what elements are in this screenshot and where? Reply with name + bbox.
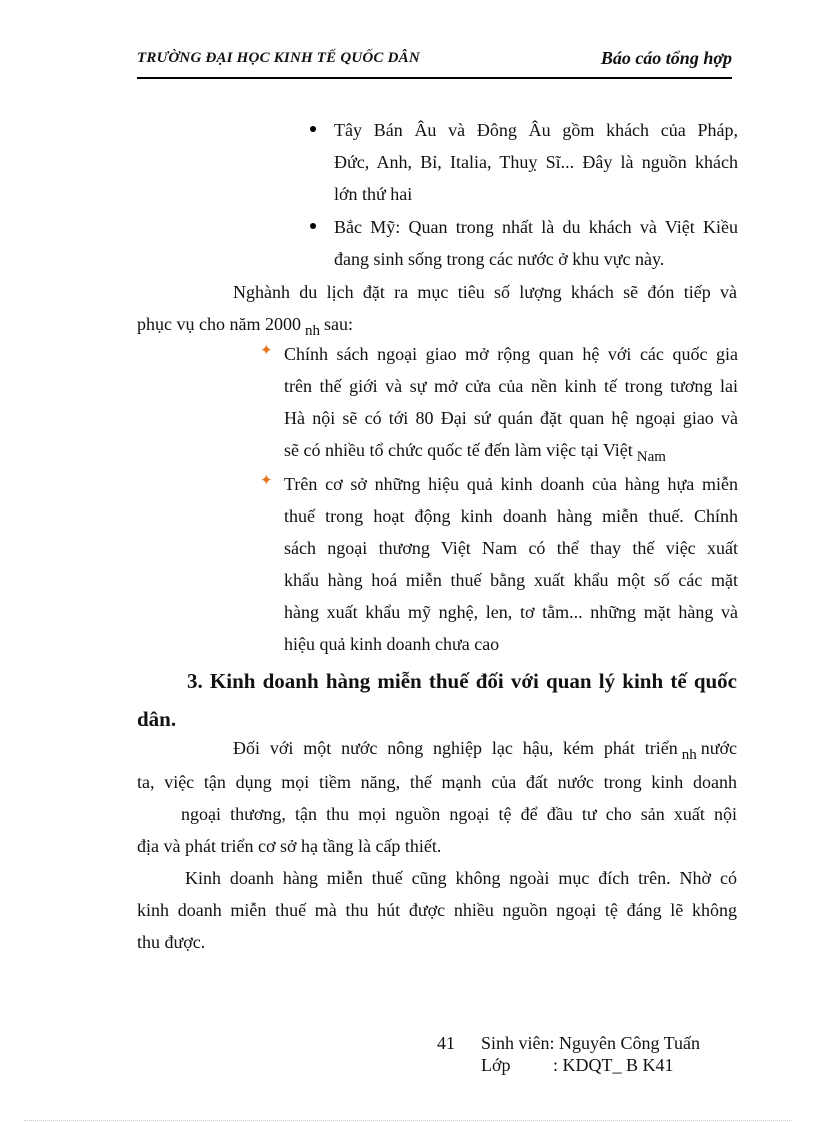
class-value: : KDQT_ B K41 bbox=[553, 1055, 674, 1075]
text-line bbox=[137, 732, 737, 766]
text-fragment: sau: bbox=[323, 314, 353, 334]
list-item bbox=[306, 114, 738, 210]
text-line: Tây Bán Âu và Đông Âu gồm khách của Pháp, bbox=[334, 120, 738, 140]
subscript-fragment: nh bbox=[681, 747, 697, 763]
text-line: kinh doanh miễn thuế mà thu hút được nhiều nguồn ngoại tệ đáng lẽ không bbox=[137, 900, 737, 920]
text-line: thuế trong hoạt động kinh doanh hàng miễn thuế. Chính bbox=[284, 506, 738, 526]
text-line: thu được. bbox=[137, 932, 206, 952]
page-number: 41 bbox=[437, 1033, 455, 1053]
list-item bbox=[260, 468, 738, 660]
text-line: Đức, Anh, Bỉ, Italia, Thuỵ Sĩ... Đây là nguồn khách bbox=[334, 152, 738, 172]
text-fragment: phục vụ cho năm 2000 bbox=[137, 314, 301, 334]
text-fragment: Đối với một nước nông nghiệp lạc hậu, kém phát triển bbox=[233, 738, 678, 758]
heading-line: 3. Kinh doanh hàng miễn thuế đối với quan lý kinh tế quốc bbox=[187, 669, 737, 693]
paragraph bbox=[137, 276, 737, 342]
school-name: TRƯỜNG ĐẠI HỌC KINH TẾ QUỐC DÂN bbox=[137, 50, 420, 66]
heading-line: dân. bbox=[137, 707, 177, 731]
header-rule bbox=[137, 77, 732, 79]
star-bullet-icon: ✦ bbox=[260, 341, 273, 359]
text-line: ta, việc tận dụng mọi tiềm năng, thế mạnh của đất nước trong kinh doanh bbox=[137, 772, 737, 792]
class-label: Lớp bbox=[481, 1055, 511, 1075]
text-fragment: sẽ có nhiều tổ chức quốc tế đến làm việc tại Việt bbox=[284, 440, 633, 460]
text-line bbox=[137, 308, 737, 342]
text-line: đang sinh sống trong các nước ở khu vực này. bbox=[334, 249, 665, 269]
text-line: hàng xuất khẩu mỹ nghệ, len, tơ tằm... những mặt hàng và bbox=[284, 602, 738, 622]
text-line: Chính sách ngoại giao mở rộng quan hệ với các quốc gia bbox=[284, 344, 738, 364]
text-line: Trên cơ sở những hiệu quả kinh doanh của hàng hựa miễn bbox=[284, 474, 738, 494]
page-header bbox=[137, 48, 732, 76]
dot-bullet-list bbox=[306, 114, 738, 276]
text-line: Nghành du lịch đặt ra mục tiêu số lượng khách sẽ đón tiếp và bbox=[233, 282, 737, 302]
text-line: khẩu hàng hoá miễn thuế bằng xuất khẩu một số các mặt bbox=[284, 570, 738, 590]
list-item bbox=[260, 338, 738, 468]
subscript-fragment: Nam bbox=[636, 449, 666, 465]
report-title: Báo cáo tổng hợp bbox=[600, 48, 732, 68]
dot-bullet-icon bbox=[310, 223, 316, 229]
text-line: Kinh doanh hàng miễn thuế cũng không ngoài mục đích trên. Nhờ có bbox=[185, 868, 737, 888]
text-line: ngoại thương, tận thu mọi nguồn ngoại tệ để đầu tư cho sản xuất nội bbox=[181, 804, 737, 824]
text-line: sách ngoại thương Việt Nam có thể thay thế việc xuất bbox=[284, 538, 738, 558]
text-line: lớn thứ hai bbox=[334, 184, 413, 204]
star-bullet-list bbox=[260, 338, 738, 660]
text-line bbox=[284, 434, 738, 468]
section-heading bbox=[137, 662, 737, 738]
subscript-fragment: nh bbox=[304, 323, 320, 339]
paragraph bbox=[137, 732, 737, 862]
text-line: địa và phát triển cơ sở hạ tầng là cấp thiết. bbox=[137, 836, 442, 856]
text-line: Hà nội sẽ có tới 80 Đại sứ quán đặt quan hệ ngoại giao và bbox=[284, 408, 738, 428]
text-line: trên thế giới và sự mở cửa của nền kinh tế trong tương lai bbox=[284, 376, 738, 396]
dot-bullet-icon bbox=[310, 126, 316, 132]
bottom-divider bbox=[24, 1120, 792, 1122]
text-fragment: nước bbox=[700, 738, 737, 758]
text-line: Bắc Mỹ: Quan trong nhất là du khách và Việt Kiều bbox=[334, 217, 738, 237]
star-bullet-icon: ✦ bbox=[260, 471, 273, 489]
paragraph bbox=[137, 862, 737, 958]
text-line: hiệu quả kinh doanh chưa cao bbox=[284, 634, 500, 654]
list-item bbox=[306, 211, 738, 275]
student-name: Sinh viên: Nguyên Công Tuấn bbox=[481, 1033, 701, 1053]
